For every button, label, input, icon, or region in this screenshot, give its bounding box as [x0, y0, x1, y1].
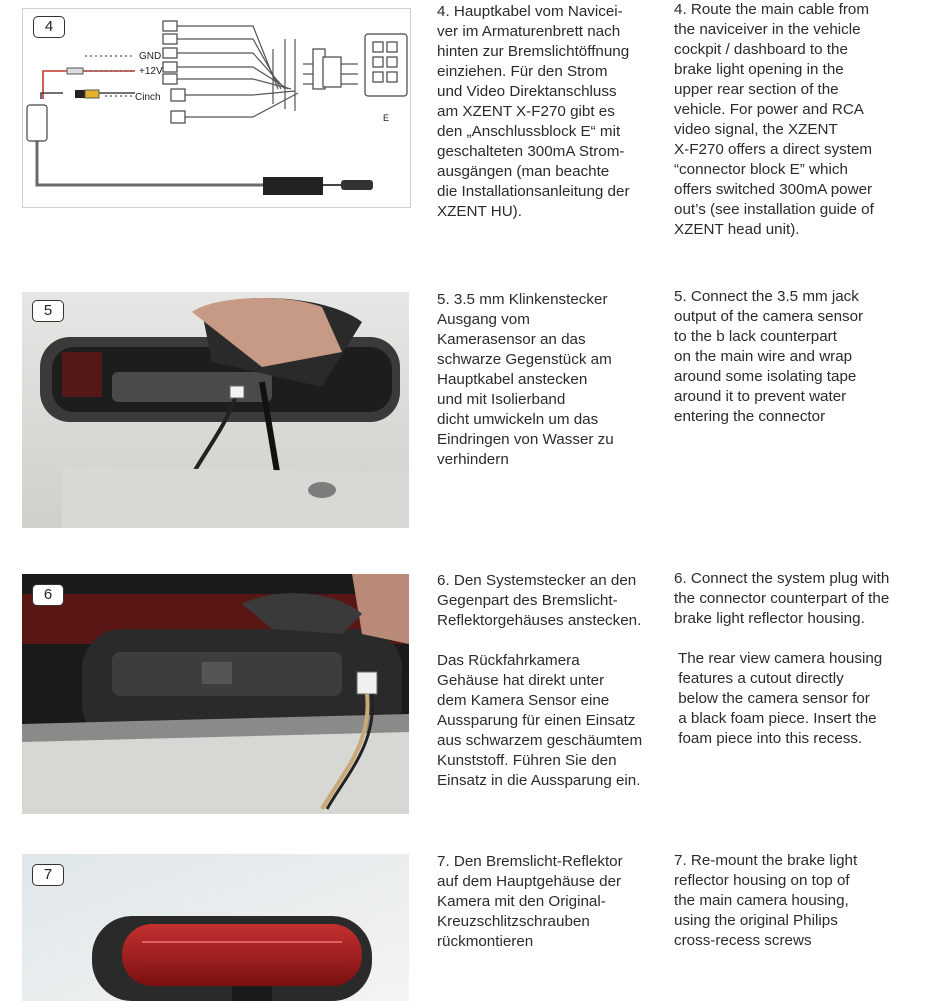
label-12v: +12V — [139, 66, 163, 77]
step-5-german-text: 5. 3.5 mm Klinkenstecker Ausgang vom Kamerasensor an das schwarze Gegenstück am Hauptkabel anstecken und mit Isolierband dicht umwickeln um das Eindringen von Wasser zu verhindern — [437, 291, 614, 468]
label-cinch: Cinch — [135, 92, 161, 103]
label-block-e: E — [383, 113, 390, 123]
step-badge: 4 — [33, 16, 65, 38]
step-badge: 6 — [32, 584, 64, 606]
step-badge: 5 — [32, 300, 64, 322]
step-4-german-text: 4. Hauptkabel vom Navicei- ver im Armaturenbrett nach hinten zur Bremslichtöffnung einziehen. Für den Strom und Video Direktanschluss am XZENT X-F270 gibt es den „Anschlussblock E“ mit geschalteten 300mA Strom- ausgängen (man beachte die Installationsanleitung der XZENT HU). — [437, 3, 630, 220]
step-7-german-text: 7. Den Bremslicht-Reflektor auf dem Hauptgehäuse der Kamera mit den Original- Kreuzschlitzschrauben rückmontieren — [437, 853, 623, 950]
step-badge: 7 — [32, 864, 64, 886]
wiring-diagram — [22, 8, 411, 208]
step-6-photo — [22, 574, 409, 814]
step-5-photo — [22, 292, 409, 528]
step-7-english-text: 7. Re-mount the brake light reflector housing on top of the main camera housing, using the original Philips cross-recess screws — [674, 852, 858, 949]
step-6-english-text: 6. Connect the system plug with the connector counterpart of the brake light reflector housing. The rear view camera housing features a cutout directly below the camera sensor for a black foam piece. Insert the foam piece into this recess. — [674, 570, 890, 747]
label-gnd: GND — [139, 51, 162, 62]
wiring-diagram-drawing — [23, 9, 410, 207]
step-7-photo — [22, 854, 409, 1001]
step-5-english-text: 5. Connect the 3.5 mm jack output of the camera sensor to the b lack counterpart on the main wire and wrap around some isolating tape around it to prevent water entering the connector — [674, 288, 864, 425]
step-4-english-text: 4. Route the main cable from the naviceiver in the vehicle cockpit / dashboard to the brake light opening in the upper rear section of the vehicle. For power and RCA video signal, the XZENT X-F270 offers a direct system “connector block E” which offers switched 300mA power out’s (see installation guide of XZENT head unit). — [674, 1, 874, 238]
step-6-german-text: 6. Den Systemstecker an den Gegenpart des Bremslicht- Reflektorgehäuses anstecken. Das Rückfahrkamera Gehäuse hat direkt unter dem Kamera Sensor eine Aussparung für einen Einsatz aus schwarzem geschäumtem Kunststoff. Führen Sie den Einsatz in die Aussparung ein. — [437, 572, 643, 789]
